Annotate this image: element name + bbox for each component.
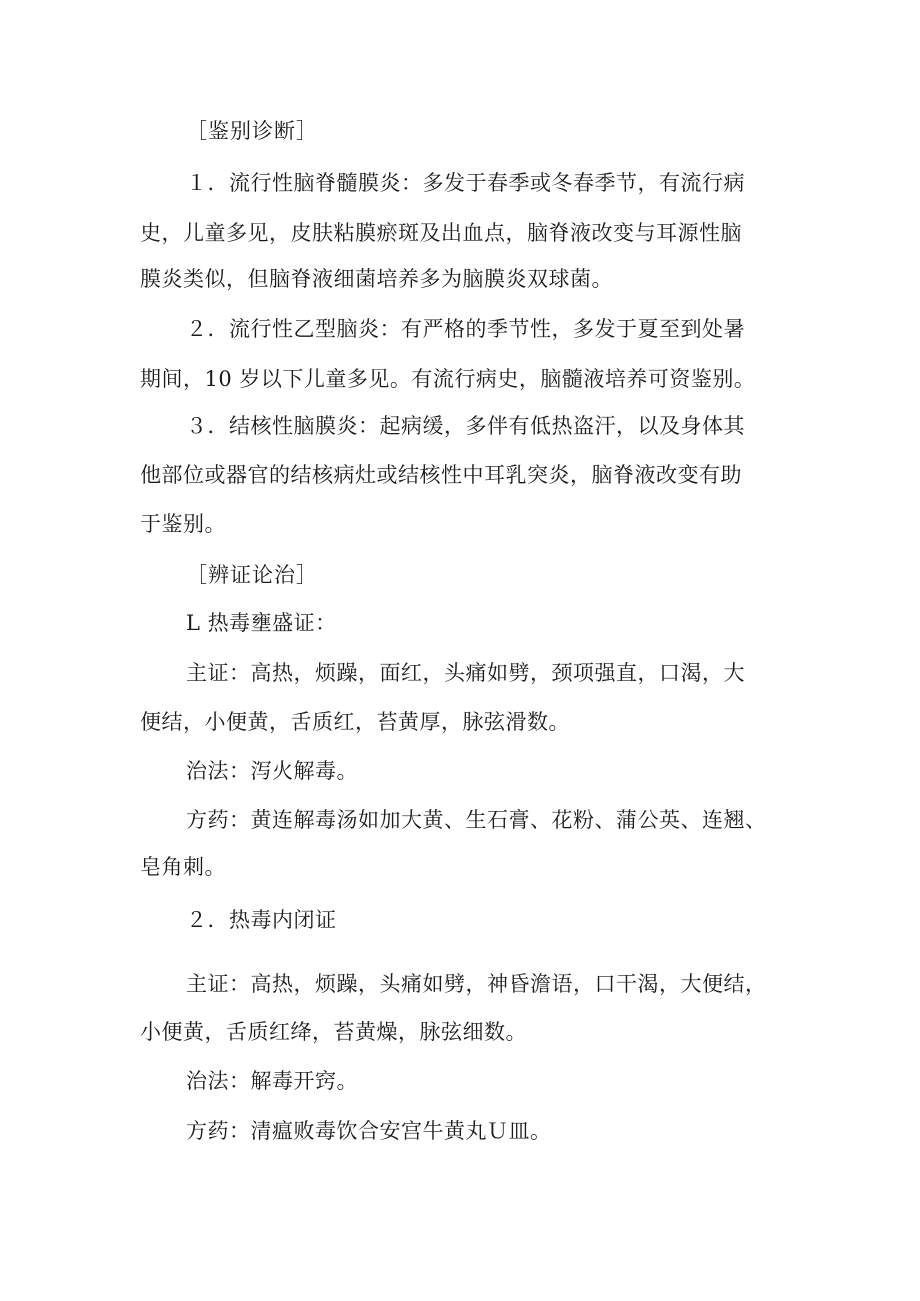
- pattern-1-formula-line-1: 方药：黄连解毒汤如加大黄、生石膏、花粉、蒲公英、连翘、: [186, 808, 767, 832]
- pattern-2-method: 治法：解毒开窍。: [186, 1069, 358, 1093]
- differential-item-1-line-1: １．流行性脑脊髓膜炎：多发于春季或冬春季节，有流行病: [186, 171, 745, 195]
- pattern-1-method: 治法：泻火解毒。: [186, 759, 358, 783]
- differential-item-2-line-1: ２．流行性乙型脑炎：有严格的季节性，多发于夏至到处暑: [186, 317, 745, 341]
- pattern-1-symptoms-line-1: 主证：高热，烦躁，面红，头痛如劈，颈项强直，口渴，大: [186, 661, 745, 685]
- differential-item-3-line-2: 他部位或器官的结核病灶或结核性中耳乳突炎，脑脊液改变有助: [140, 463, 742, 487]
- section-heading-treatment: ［辨证论治］: [186, 563, 318, 587]
- pattern-2-symptoms-line-1: 主证：高热，烦躁，头痛如劈，神昏澹语，口干渴，大便结，: [186, 972, 767, 996]
- differential-item-1-line-2: 史，儿童多见，皮肤粘膜瘀斑及出血点，脑脊液改变与耳源性脑: [140, 221, 742, 245]
- pattern-1-formula-line-2: 皂角刺。: [140, 855, 226, 879]
- differential-item-3-line-1: ３．结核性脑膜炎：起病缓，多伴有低热盗汗，以及身体其: [186, 414, 745, 438]
- pattern-2-formula: 方药：清瘟败毒饮合安宫牛黄丸Ｕ皿。: [186, 1119, 552, 1143]
- pattern-1-title: L 热毒壅盛证：: [186, 611, 337, 635]
- section-heading-differential-diagnosis: ［鉴别诊断］: [186, 119, 318, 143]
- differential-item-2-line-2: 期间，10 岁以下儿童多见。有流行病史，脑髓液培养可资鉴别。: [140, 367, 756, 391]
- differential-item-1-line-3: 膜炎类似，但脑脊液细菌培养多为脑膜炎双球菌。: [140, 267, 613, 291]
- pattern-2-title: ２．热毒内闭证: [186, 908, 337, 932]
- pattern-2-symptoms-line-2: 小便黄，舌质红绛，苔黄燥，脉弦细数。: [140, 1020, 527, 1044]
- differential-item-3-line-3: 于鉴别。: [140, 512, 226, 536]
- pattern-1-symptoms-line-2: 便结，小便黄，舌质红，苔黄厚，脉弦滑数。: [140, 710, 570, 734]
